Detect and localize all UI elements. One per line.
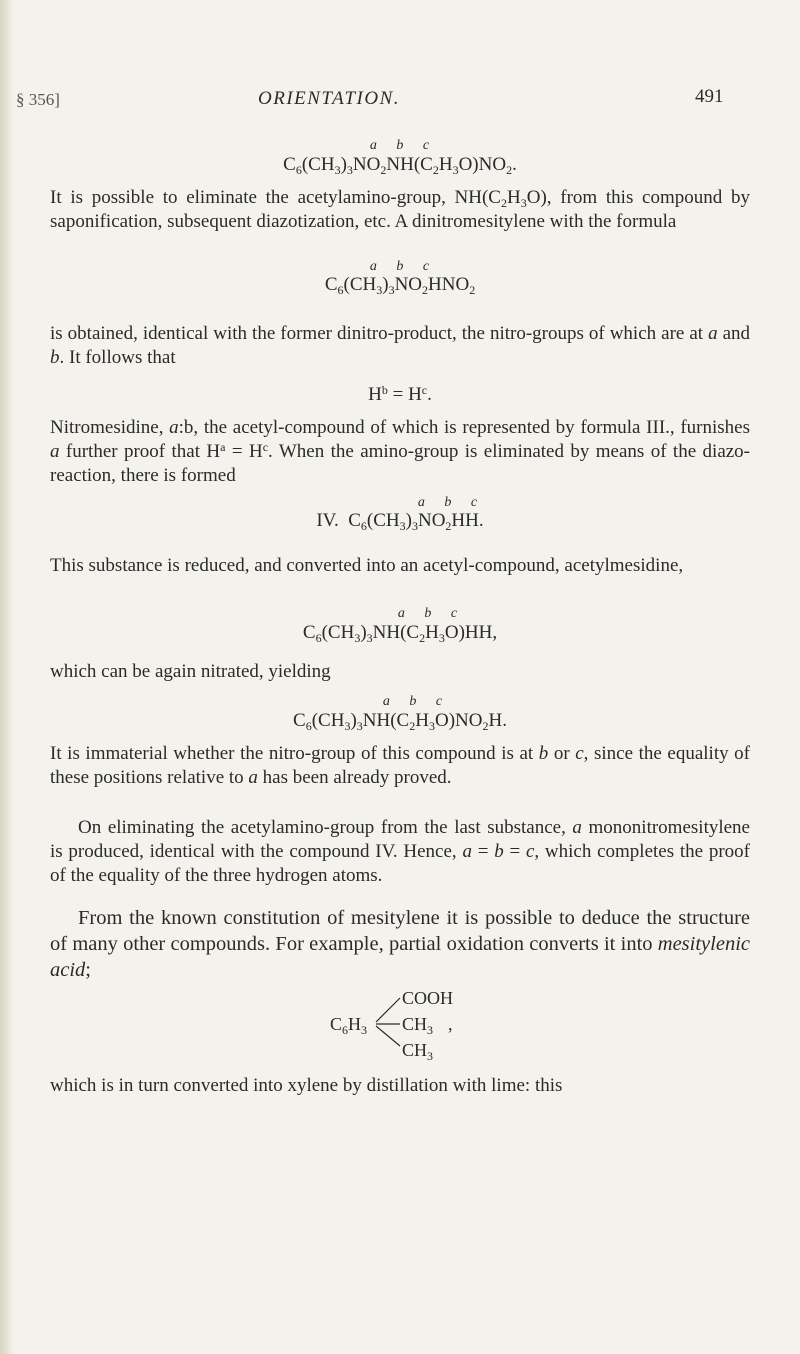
formula4-label: IV. [316,510,339,531]
formula6: $C_6(CH_3)_3NH(C_2H_3O)NO_2H$. [293,710,507,733]
formula1-position-marks: a b c [369,138,431,153]
paragraph-8: From the known constitution of mesitylene it is possible to deduce the structure of many other compounds. For example, partial oxidation converts it into mesitylenic acid; [50,907,750,981]
section-number: § 356] [16,90,60,109]
paragraph-3: Nitromesidine, a:b, the acetyl-compound of which is represented by formula III., furnishes a further proof that $H^a = H^c$. When the amino-group is eliminated by means of the diazo-reaction, there is formed [50,417,751,486]
page-edge [0,0,14,1354]
formula3: $H^b = H^c$. [368,383,432,405]
paragraph-5: which can be again nitrated, yielding [50,661,331,682]
formula6-position-marks: a b c [382,694,444,709]
paragraph-2: is obtained, identical with the former dinitro-product, the nitro-groups of which are at a and b. It follows that [50,323,750,368]
formula2: $C_6(CH_3)_3NO_2HNO_2$ [324,274,476,297]
structure-group-ch3-b: $CH_3$ [402,1040,434,1063]
formula4-text: $C_6(CH_3)_3NO_2HH$. [348,510,484,533]
formula5: $C_6(CH_3)_3NH(C_2H_3O)HH$, [302,622,498,645]
paragraph-6: It is immaterial whether the nitro-group of this compound is at b or c, since the equality of these positions relative to a has been already proved. [50,743,751,788]
formula4 [0,510,800,532]
running-title: ORIENTATION. [258,88,401,109]
paragraph-7: On eliminating the acetylamino-group from the last substance, a mononitromesitylene is produced, identical with the compound IV. Hence, a = b = c, which completes the proof of the equality of the three hydrogen atoms. [50,817,751,886]
structure-group-ch3-a: $CH_3$ [402,1014,434,1037]
formula2-position-marks: a b c [369,259,431,274]
page-number: 491 [695,86,724,107]
formula4-position-marks: a b c [417,495,479,510]
structure-bonds [374,990,404,1050]
structure-group-cooh: COOH [402,988,454,1008]
running-header [0,86,800,116]
formula1: $C_6(CH_3)_3NO_2NH(C_2H_3O)NO_2$. [283,154,517,177]
mesitylenic-acid-structure [330,980,530,1070]
structure-core: $C_6H_3$ [330,1014,368,1037]
paragraph-4: This substance is reduced, and converted into an acetyl-compound, acetylmesidine, [50,555,684,576]
formula5-position-marks: a b c [397,606,459,621]
structure-trailing: , [448,1014,453,1034]
paragraph-9: which is in turn converted into xylene by distillation with lime: this [50,1075,563,1096]
paragraph-1: It is possible to eliminate the acetylamino-group, $NH(C_2H_3O)$, from this compound by saponification, subsequent diazotization, etc. A dinitromesitylene with the formula [50,187,750,232]
